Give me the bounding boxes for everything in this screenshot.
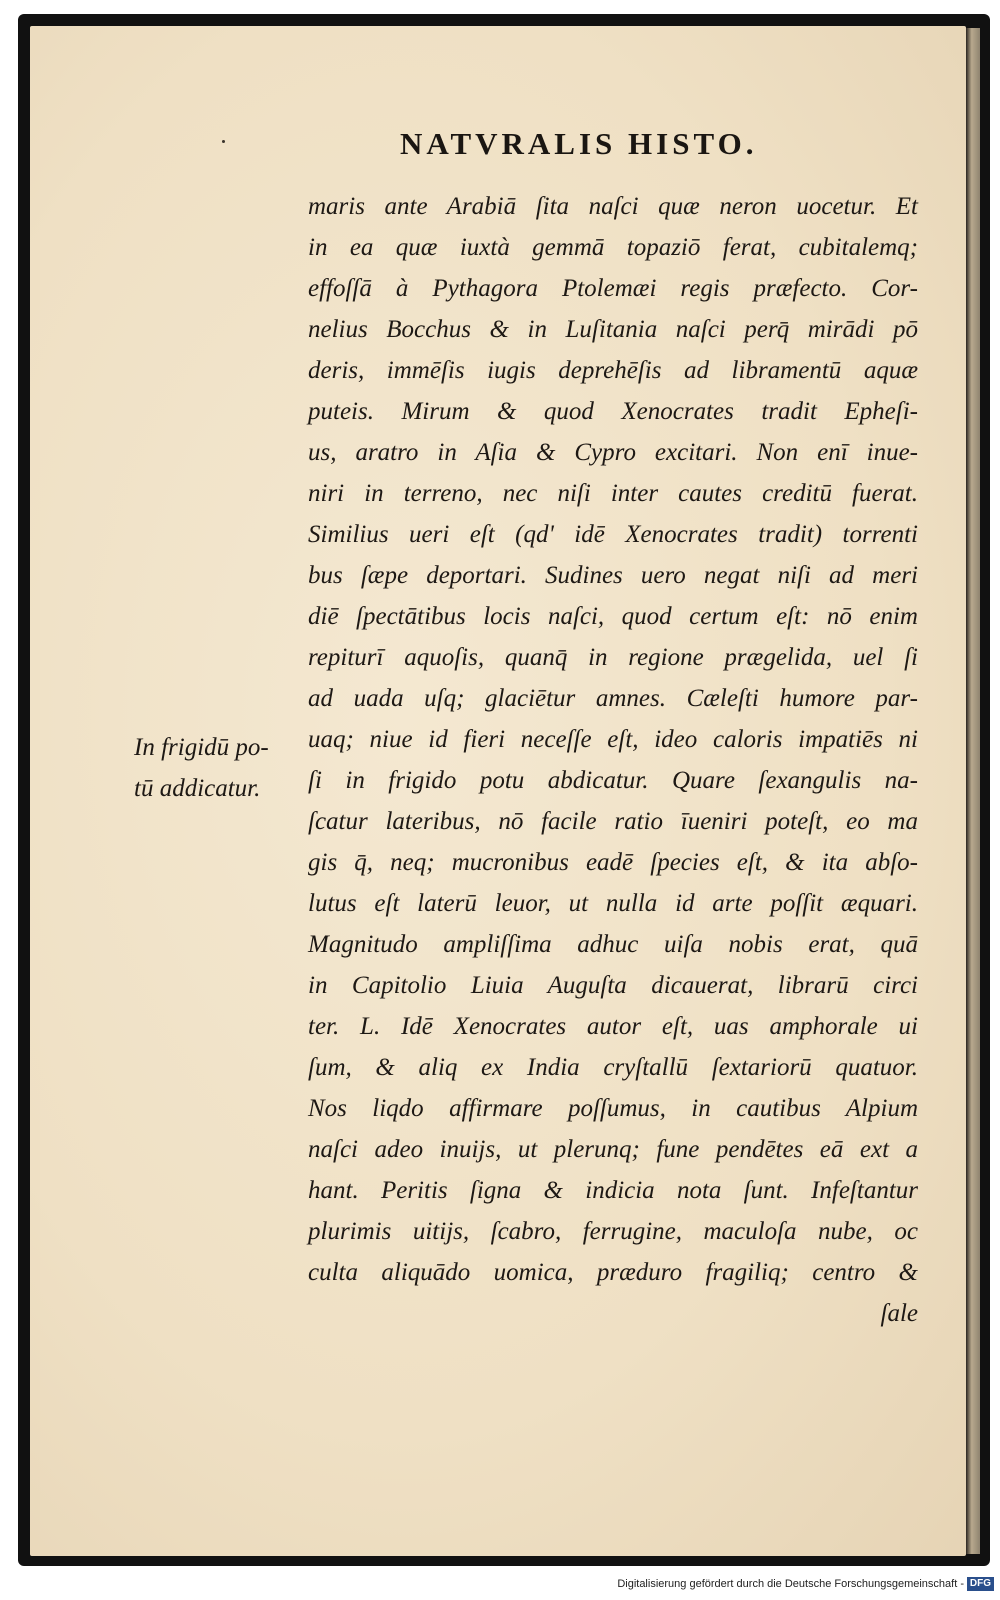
marginal-note <box>134 727 304 809</box>
ink-mark <box>222 140 225 143</box>
text-line: Similius ueri eſt (qd' idē Xenocrates tradit) torrenti <box>308 521 918 548</box>
catchword: ſale <box>880 1300 918 1327</box>
text-line: culta aliquādo uomica, præduro fragiliq; centro & <box>308 1259 918 1286</box>
text-line: diē ſpectātibus locis naſci, quod certum eſt: nō enim <box>308 603 918 630</box>
text-line: naſci adeo inuijs, ut plerunq; fune pendētes eā ext a <box>308 1136 918 1163</box>
text-line: ſi in frigido potu abdicatur. Quare ſexangulis na- <box>308 767 918 794</box>
text-line: nelius Bocchus & in Luſitania naſci perq̄ mirādi pō <box>308 316 918 343</box>
dfg-logo: DFG <box>967 1577 994 1591</box>
text-line: in ea quæ iuxtà gemmā topaziō ferat, cubitalemq; <box>308 234 918 261</box>
marginal-note-line: In frigidū po- <box>134 734 269 761</box>
text-line: repiturī aquoſis, quanq̄ in regione prægelida, uel ſi <box>308 644 918 671</box>
text-line: gis q̄, neq; mucronibus eadē ſpecies eſt, & ita abſo- <box>308 849 918 876</box>
funding-credit: Digitalisierung gefördert durch die Deutsche Forschungsgemeinschaft - <box>617 1578 964 1590</box>
text-line: deris, immēſis iugis deprehēſis ad libramentū aquæ <box>308 357 918 384</box>
text-line: ad uada uſq; glaciētur amnes. Cæleſti humore par- <box>308 685 918 712</box>
text-line: plurimis uitijs, ſcabro, ferrugine, maculoſa nube, oc <box>308 1218 918 1245</box>
text-line: hant. Peritis ſigna & indicia nota ſunt. Infeſtantur <box>308 1177 918 1204</box>
text-line: Nos liqdo affirmare poſſumus, in cautibus Alpium <box>308 1095 918 1122</box>
text-line: ſcatur lateribus, nō facile ratio īueniri poteſt, eo ma <box>308 808 918 835</box>
text-line: uaq; niue id fieri neceſſe eſt, ideo caloris impatiēs ni <box>308 726 918 753</box>
running-head: NATVRALIS HISTO. <box>400 126 758 161</box>
text-line: maris ante Arabiā ſita naſci quæ neron uocetur. Et <box>308 193 918 220</box>
body-text <box>308 186 918 1334</box>
text-line: puteis. Mirum & quod Xenocrates tradit Epheſi- <box>308 398 918 425</box>
text-line: niri in terreno, nec niſi inter cautes creditū fuerat. <box>308 480 918 507</box>
page-stack-edge <box>966 28 980 1554</box>
text-line: ter. L. Idē Xenocrates autor eſt, uas amphorale ui <box>308 1013 918 1040</box>
text-line: lutus eſt laterū leuor, ut nulla id arte poſſit æquari. <box>308 890 918 917</box>
footer-bar <box>0 1574 1000 1600</box>
marginal-note-line: tū addicatur. <box>134 775 261 802</box>
text-line: bus ſæpe deportari. Sudines uero negat niſi ad meri <box>308 562 918 589</box>
text-line: in Capitolio Liuia Auguſta dicauerat, librarū circi <box>308 972 918 999</box>
text-line: Magnitudo ampliſſima adhuc uiſa nobis erat, quā <box>308 931 918 958</box>
text-line: ſum, & aliq ex India cryſtallū ſextariorū quatuor. <box>308 1054 918 1081</box>
text-line: us, aratro in Aſia & Cypro excitari. Non enī inue- <box>308 439 918 466</box>
text-line: effoſſā à Pythagora Ptolemæi regis præfecto. Cor- <box>308 275 918 302</box>
